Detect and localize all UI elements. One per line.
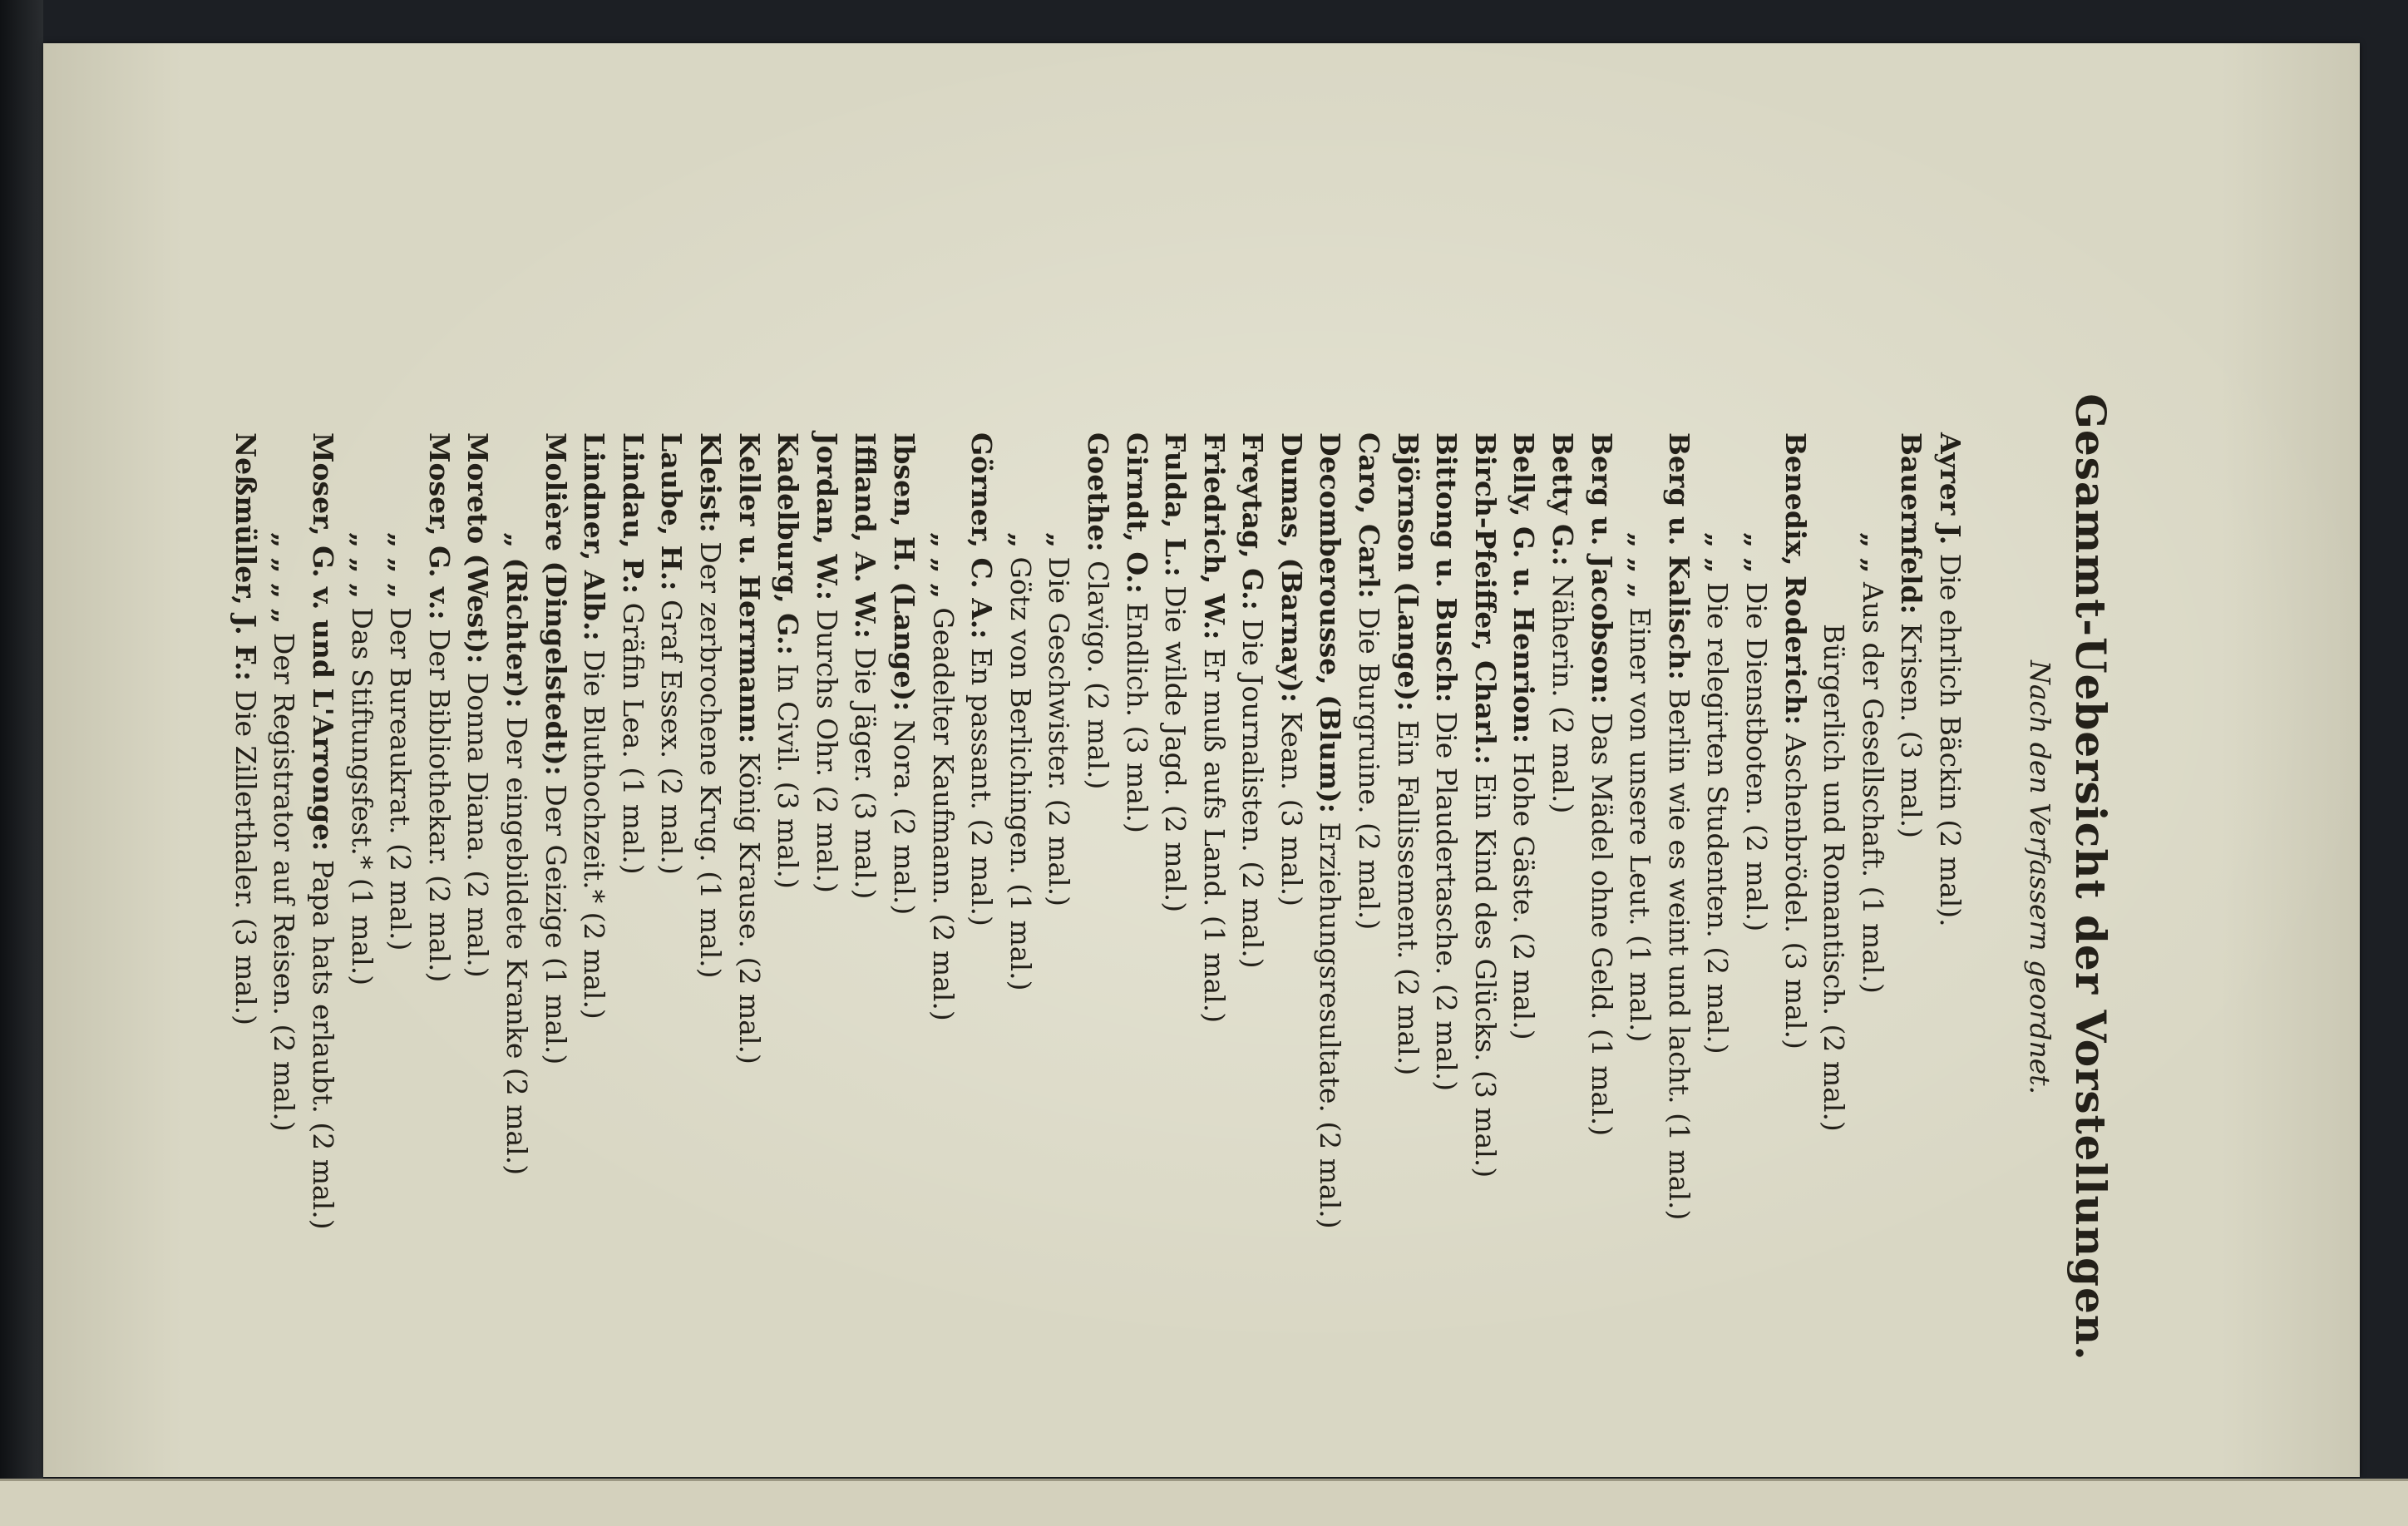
author-name: Molière (Dingelstedt): xyxy=(539,432,572,776)
rotated-text-block xyxy=(229,91,2120,1389)
work-title: Die Journalisten. (2 mal.) xyxy=(1236,610,1270,969)
author-name: Lindau, P.: xyxy=(616,432,649,595)
list-item xyxy=(1892,432,1931,1389)
author-name: Kleist: xyxy=(694,432,727,533)
list-item xyxy=(1698,432,1737,1389)
work-title: Der Bureaukrat. (2 mal.) xyxy=(384,607,417,951)
author-name: Berg u. Kalisch: xyxy=(1662,432,1695,680)
author-name: Belly, G. u. Henrion: xyxy=(1507,432,1541,744)
list-item xyxy=(1388,432,1427,1389)
work-title: Berlin wie es weint und lacht. (1 mal.) xyxy=(1662,679,1695,1221)
list-item xyxy=(419,432,458,1389)
author-name: Neßmüller, J. F.: xyxy=(229,432,262,681)
work-title: Die Jäger. (3 mal.) xyxy=(849,638,882,900)
list-item xyxy=(768,432,807,1389)
list-item xyxy=(1117,432,1156,1389)
author-name: „ xyxy=(1004,532,1037,548)
author-name: Lindner, Alb.: xyxy=(578,432,611,641)
document-subtitle: Nach den Verfassern geordnet. xyxy=(2024,659,2056,1095)
work-title: Die wilde Jagd. (2 mal.) xyxy=(1159,576,1192,913)
performance-list xyxy=(225,91,1969,1389)
author-name: Betty G.: xyxy=(1547,432,1580,566)
list-item xyxy=(1542,432,1581,1389)
list-item xyxy=(1271,432,1310,1389)
author-name: „ „ „ xyxy=(926,532,960,599)
author-name: Dumas, (Barnay): xyxy=(1275,432,1308,704)
list-item xyxy=(1736,432,1775,1389)
author-name: Bittong u. Busch: xyxy=(1430,432,1463,704)
author-name: Birch-Pfeiffer, Charl.: xyxy=(1468,432,1502,765)
work-title: Er muß aufs Land. (1 mal.) xyxy=(1197,640,1231,1024)
work-title: Hohe Gäste. (2 mal.) xyxy=(1507,743,1541,1040)
work-title: Die Zillerthaler. (3 mal.) xyxy=(229,680,262,1026)
author-name: Decomberousse, (Blum): xyxy=(1314,432,1347,813)
author-name: Berg u. Jacobson: xyxy=(1585,432,1618,704)
author-name: Fulda, L.: xyxy=(1159,432,1192,577)
list-item xyxy=(690,432,729,1389)
work-title: Krisen. (3 mal.) xyxy=(1895,614,1928,839)
work-title: Aus der Gesellschaft. (1 mal.) xyxy=(1856,581,1889,994)
author-name: Görner, C. A.: xyxy=(965,432,999,640)
work-title: En passant. (2 mal.) xyxy=(965,639,999,926)
author-name: Iffland, A. W.: xyxy=(849,432,882,639)
work-title: Die Plaudertasche. (2 mal.) xyxy=(1430,703,1463,1092)
list-item xyxy=(1310,432,1350,1389)
page-bottom-edge xyxy=(0,1479,2408,1526)
list-item xyxy=(1039,432,1078,1389)
list-item xyxy=(575,432,614,1389)
author-name: Moreto (West): xyxy=(461,432,495,664)
work-title: Einer von unsere Leut. (1 mal.) xyxy=(1624,607,1657,1043)
list-item xyxy=(1465,432,1504,1389)
list-item xyxy=(1194,432,1233,1389)
work-title: Aschenbrödel. (3 mal.) xyxy=(1779,724,1812,1049)
work-title: Der Geizige (1 mal.) xyxy=(539,775,572,1065)
work-title: Donna Diana. (2 mal.) xyxy=(461,664,495,978)
work-title: Das Mädel ohne Geld. (1 mal.) xyxy=(1585,704,1618,1137)
work-title: Geadelter Kaufmann. (2 mal.) xyxy=(926,607,960,1021)
author-name: Björnson (Lange): xyxy=(1391,432,1424,712)
author-name: Moser, G. v. und L'Arronge: xyxy=(307,432,340,852)
list-item xyxy=(342,432,381,1389)
work-title: Ein Kind des Glücks. (3 mal.) xyxy=(1468,764,1502,1178)
work-title: Götz von Berlichingen. (1 mal.) xyxy=(1004,556,1037,991)
author-name: Freytag, G.: xyxy=(1236,432,1270,610)
author-name: „ xyxy=(1043,532,1076,548)
work-title: Die Dienstboten. (2 mal.) xyxy=(1740,581,1774,932)
list-item xyxy=(225,432,264,1389)
list-item xyxy=(458,432,497,1389)
work-title: Die relegirten Studenten. (2 mal.) xyxy=(1701,581,1734,1054)
work-title: Durchs Ohr. (2 mal.) xyxy=(810,600,843,893)
author-name: „ „ „ „ xyxy=(268,532,301,625)
work-title: Der zerbrochene Krug. (1 mal.) xyxy=(694,532,727,979)
author-name: Bauernfeld: xyxy=(1895,432,1928,615)
work-title: König Krause. (2 mal.) xyxy=(733,743,766,1064)
list-item xyxy=(264,432,303,1389)
list-item xyxy=(652,432,691,1389)
list-item xyxy=(962,432,1001,1389)
author-name: „ (Richter): xyxy=(501,532,534,709)
list-item xyxy=(613,432,652,1389)
list-item xyxy=(1427,432,1466,1389)
work-title: Endlich. (3 mal.) xyxy=(1120,593,1153,833)
author-name: Ibsen, H. (Lange): xyxy=(887,432,920,712)
work-title: Erziehungsresultate. (2 mal.) xyxy=(1314,812,1347,1229)
author-name: Kadelburg, G.: xyxy=(772,432,805,655)
author-name: „ „ xyxy=(1740,532,1774,574)
list-item xyxy=(1775,432,1814,1389)
work-title: Der eingebildete Kranke (2 mal.) xyxy=(501,717,534,1176)
list-item xyxy=(1504,432,1543,1389)
list-item xyxy=(1659,432,1698,1389)
list-item xyxy=(1233,432,1272,1389)
list-item xyxy=(729,432,768,1389)
work-title: Die ehrlich Bäckin (2 mal). xyxy=(1934,545,1966,927)
work-title: Kean. (3 mal.) xyxy=(1275,703,1308,907)
work-title: Näherin. (2 mal.) xyxy=(1547,565,1580,814)
list-item xyxy=(381,432,420,1389)
list-item xyxy=(1350,432,1389,1389)
work-title: Clavigo. (2 mal.) xyxy=(1081,551,1114,790)
list-item xyxy=(1581,432,1621,1389)
list-item xyxy=(1078,432,1117,1389)
work-title: Die Burgruine. (2 mal.) xyxy=(1353,598,1386,931)
list-item xyxy=(846,432,885,1389)
author-name: Benedix, Roderich: xyxy=(1779,432,1812,725)
list-item xyxy=(1814,432,1853,1389)
author-name: Girndt, O.: xyxy=(1120,432,1153,594)
list-item xyxy=(1156,432,1195,1389)
list-item xyxy=(1930,432,1969,1389)
list-item xyxy=(535,432,575,1389)
list-item xyxy=(884,432,923,1389)
author-name: Keller u. Herrmann: xyxy=(733,432,766,744)
work-title: Das Stiftungsfest.* (1 mal.) xyxy=(345,607,378,986)
list-item xyxy=(496,432,535,1389)
author-name: „ „ „ xyxy=(1624,532,1657,599)
list-item xyxy=(807,432,846,1389)
author-name: Friedrich, W.: xyxy=(1197,432,1231,640)
work-title: In Civil. (3 mal.) xyxy=(772,654,805,889)
author-name: Caro, Carl: xyxy=(1353,432,1386,599)
author-name: Goethe: xyxy=(1081,432,1114,552)
list-item xyxy=(1000,432,1039,1389)
work-title: Ein Fallissement. (2 mal.) xyxy=(1391,711,1424,1076)
binding-shadow xyxy=(0,0,43,1526)
list-item xyxy=(1853,432,1892,1389)
list-item xyxy=(1621,432,1660,1389)
author-name: Moser, G. v.: xyxy=(422,432,456,620)
author-name: Jordan, W.: xyxy=(810,432,843,601)
author-name: „ „ xyxy=(1856,532,1889,574)
list-item xyxy=(923,432,962,1389)
list-item xyxy=(303,432,342,1389)
work-title: Die Geschwister. (2 mal.) xyxy=(1043,556,1076,906)
work-title: Bürgerlich und Romantisch. (2 mal.) xyxy=(1818,624,1851,1132)
work-title: Die Bluthochzeit.* (2 mal.) xyxy=(578,640,611,1020)
author-name: „ „ „ xyxy=(345,532,378,599)
work-title: Graf Essex. (2 mal.) xyxy=(655,590,688,875)
author-name: Ayrer J. xyxy=(1934,432,1966,546)
work-title: Nora. (2 mal.) xyxy=(887,711,920,916)
document-title: Gesammt-Uebersicht der Vorstellungen. xyxy=(2066,393,2115,1361)
work-title: Der Bibliothekar. (2 mal.) xyxy=(422,620,456,983)
author-name: Laube, H.: xyxy=(655,432,688,591)
author-name: „ „ xyxy=(1701,532,1734,574)
work-title: Papa hats erlaubt. (2 mal.) xyxy=(307,851,340,1230)
author-name: „ „ „ xyxy=(384,532,417,599)
work-title: Gräfin Lea. (1 mal.) xyxy=(616,594,649,875)
work-title: Der Registrator auf Reisen. (2 mal.) xyxy=(268,632,301,1132)
